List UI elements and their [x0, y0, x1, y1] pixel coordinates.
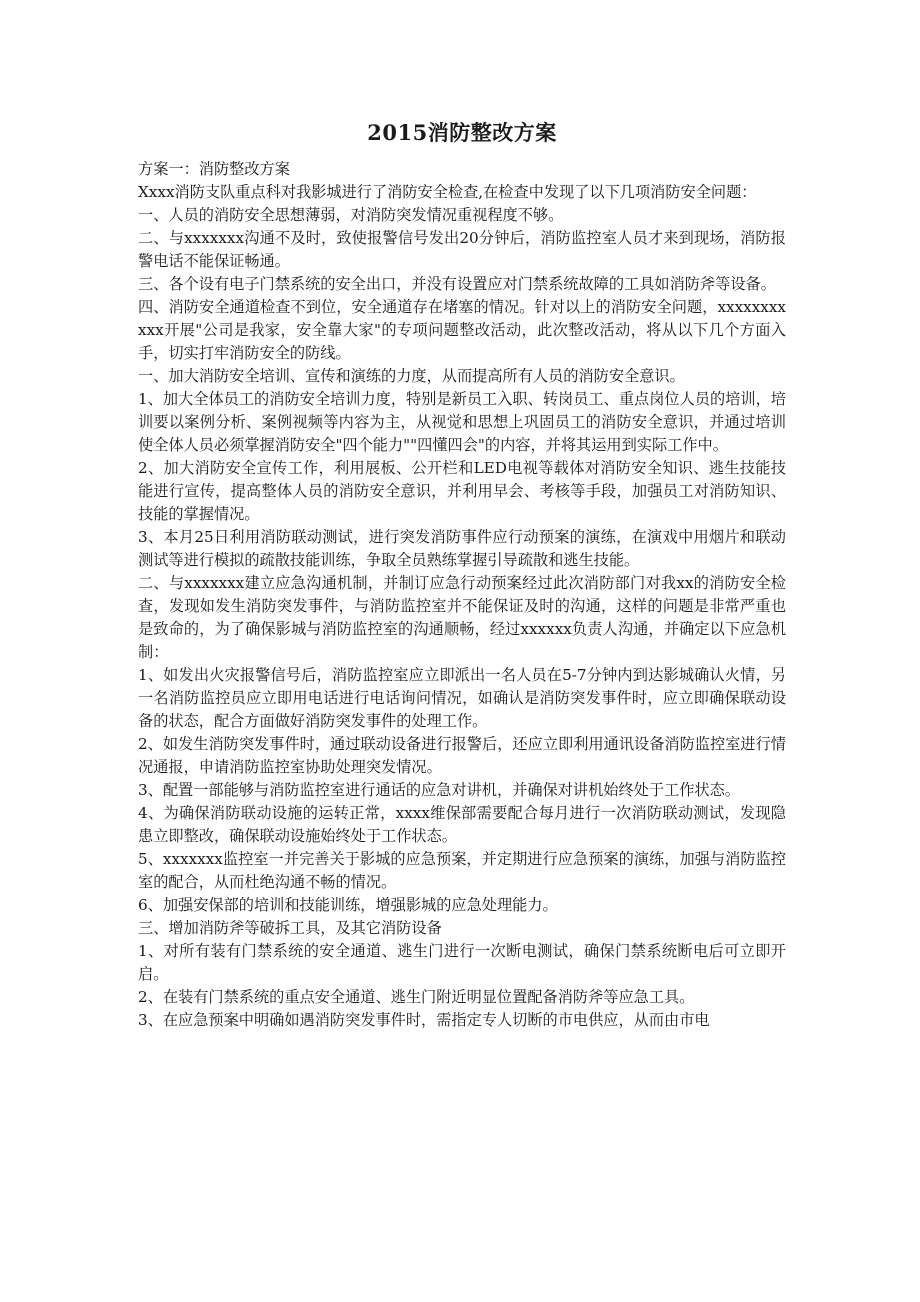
paragraph: 二、与xxxxxxx沟通不及时，致使报警信号发出20分钟后，消防监控室人员才来到现场，消防报警电话不能保证畅通。: [138, 229, 786, 270]
document-body: [138, 158, 786, 1032]
paragraph: 3、本月25日利用消防联动测试，进行突发消防事件应行动预案的演练，在演戏中用烟片和联动测试等进行模拟的疏散技能训练，争取全员熟练掌握引导疏散和逃生技能。: [138, 528, 786, 569]
paragraph: 2、加大消防安全宣传工作，利用展板、公开栏和LED电视等载体对消防安全知识、逃生技能技能进行宣传，提高整体人员的消防安全意识，并利用早会、考核等手段，加强员工对消防知识、技能的掌握情况。: [138, 459, 786, 523]
paragraph: 1、如发出火灾报警信号后，消防监控室应立即派出一名人员在5-7分钟内到达影城确认火情，另一名消防监控员应立即用电话进行电话询问情况，如确认是消防突发事件时，应立即确保联动设备的状态，配合方面做好消防突发事件的处理工作。: [138, 666, 786, 730]
paragraph: 5、xxxxxxx监控室一并完善关于影城的应急预案，并定期进行应急预案的演练，加强与消防监控室的配合，从而杜绝沟通不畅的情况。: [138, 850, 786, 891]
paragraph: 2、如发生消防突发事件时，通过联动设备进行报警后，还应立即利用通讯设备消防监控室进行情况通报，申请消防监控室协助处理突发情况。: [138, 735, 786, 776]
paragraph: 三、各个设有电子门禁系统的安全出口，并没有设置应对门禁系统故障的工具如消防斧等设备。: [138, 275, 776, 293]
paragraph: 3、在应急预案中明确如遇消防突发事件时，需指定专人切断的市电供应，从而由市电: [138, 1011, 710, 1029]
paragraph: 3、配置一部能够与消防监控室进行通话的应急对讲机，并确保对讲机始终处于工作状态。: [138, 781, 740, 799]
document-title: 2015消防整改方案: [367, 120, 557, 145]
paragraph: 1、加大全体员工的消防安全培训力度，特别是新员工入职、转岗员工、重点岗位人员的培训，培训要以案例分析、案例视频等内容为主，从视觉和思想上巩固员工的消防安全意识，并通过培训使全体人员必须掌握消防安全"四个能力""四懂四会"的内容，并将其运用到实际工作中。: [138, 390, 786, 454]
paragraph: Xxxx消防支队重点科对我影城进行了消防安全检查,在检查中发现了以下几项消防安全问题：: [138, 183, 757, 201]
paragraph: 一、人员的消防安全思想薄弱，对消防突发情况重视程度不够。: [138, 206, 564, 224]
paragraph: 4、为确保消防联动设施的运转正常，xxxx维保部需要配合每月进行一次消防联动测试，发现隐患立即整改，确保联动设施始终处于工作状态。: [138, 804, 786, 845]
paragraph: 四、消防安全通道检查不到位，安全通道存在堵塞的情况。针对以上的消防安全问题，xxxxxxxxxxx开展"公司是我家，安全靠大家"的专项问题整改活动，此次整改活动，将从以下几个方面入手，切实打牢消防安全的防线。: [138, 298, 786, 362]
paragraph: 三、增加消防斧等破拆工具，及其它消防设备: [138, 919, 442, 937]
paragraph: 方案一：消防整改方案: [138, 160, 290, 178]
document-page: [138, 116, 786, 1032]
paragraph: 一、加大消防安全培训、宣传和演练的力度，从而提高所有人员的消防安全意识。: [138, 367, 685, 385]
paragraph: 二、与xxxxxxx建立应急沟通机制，并制订应急行动预案经过此次消防部门对我xx的消防安全检查，发现如发生消防突发事件，与消防监控室并不能保证及时的沟通，这样的问题是非常严重也是致命的，为了确保影城与消防监控室的沟通顺畅，经过xxxxxx负责人沟通，并确定以下应急机制：: [138, 574, 786, 661]
paragraph: 1、对所有装有门禁系统的安全通道、逃生门进行一次断电测试，确保门禁系统断电后可立即开启。: [138, 942, 786, 983]
paragraph: 6、加强安保部的培训和技能训练，增强影城的应急处理能力。: [138, 896, 558, 914]
paragraph: 2、在装有门禁系统的重点安全通道、逃生门附近明显位置配备消防斧等应急工具。: [138, 988, 695, 1006]
